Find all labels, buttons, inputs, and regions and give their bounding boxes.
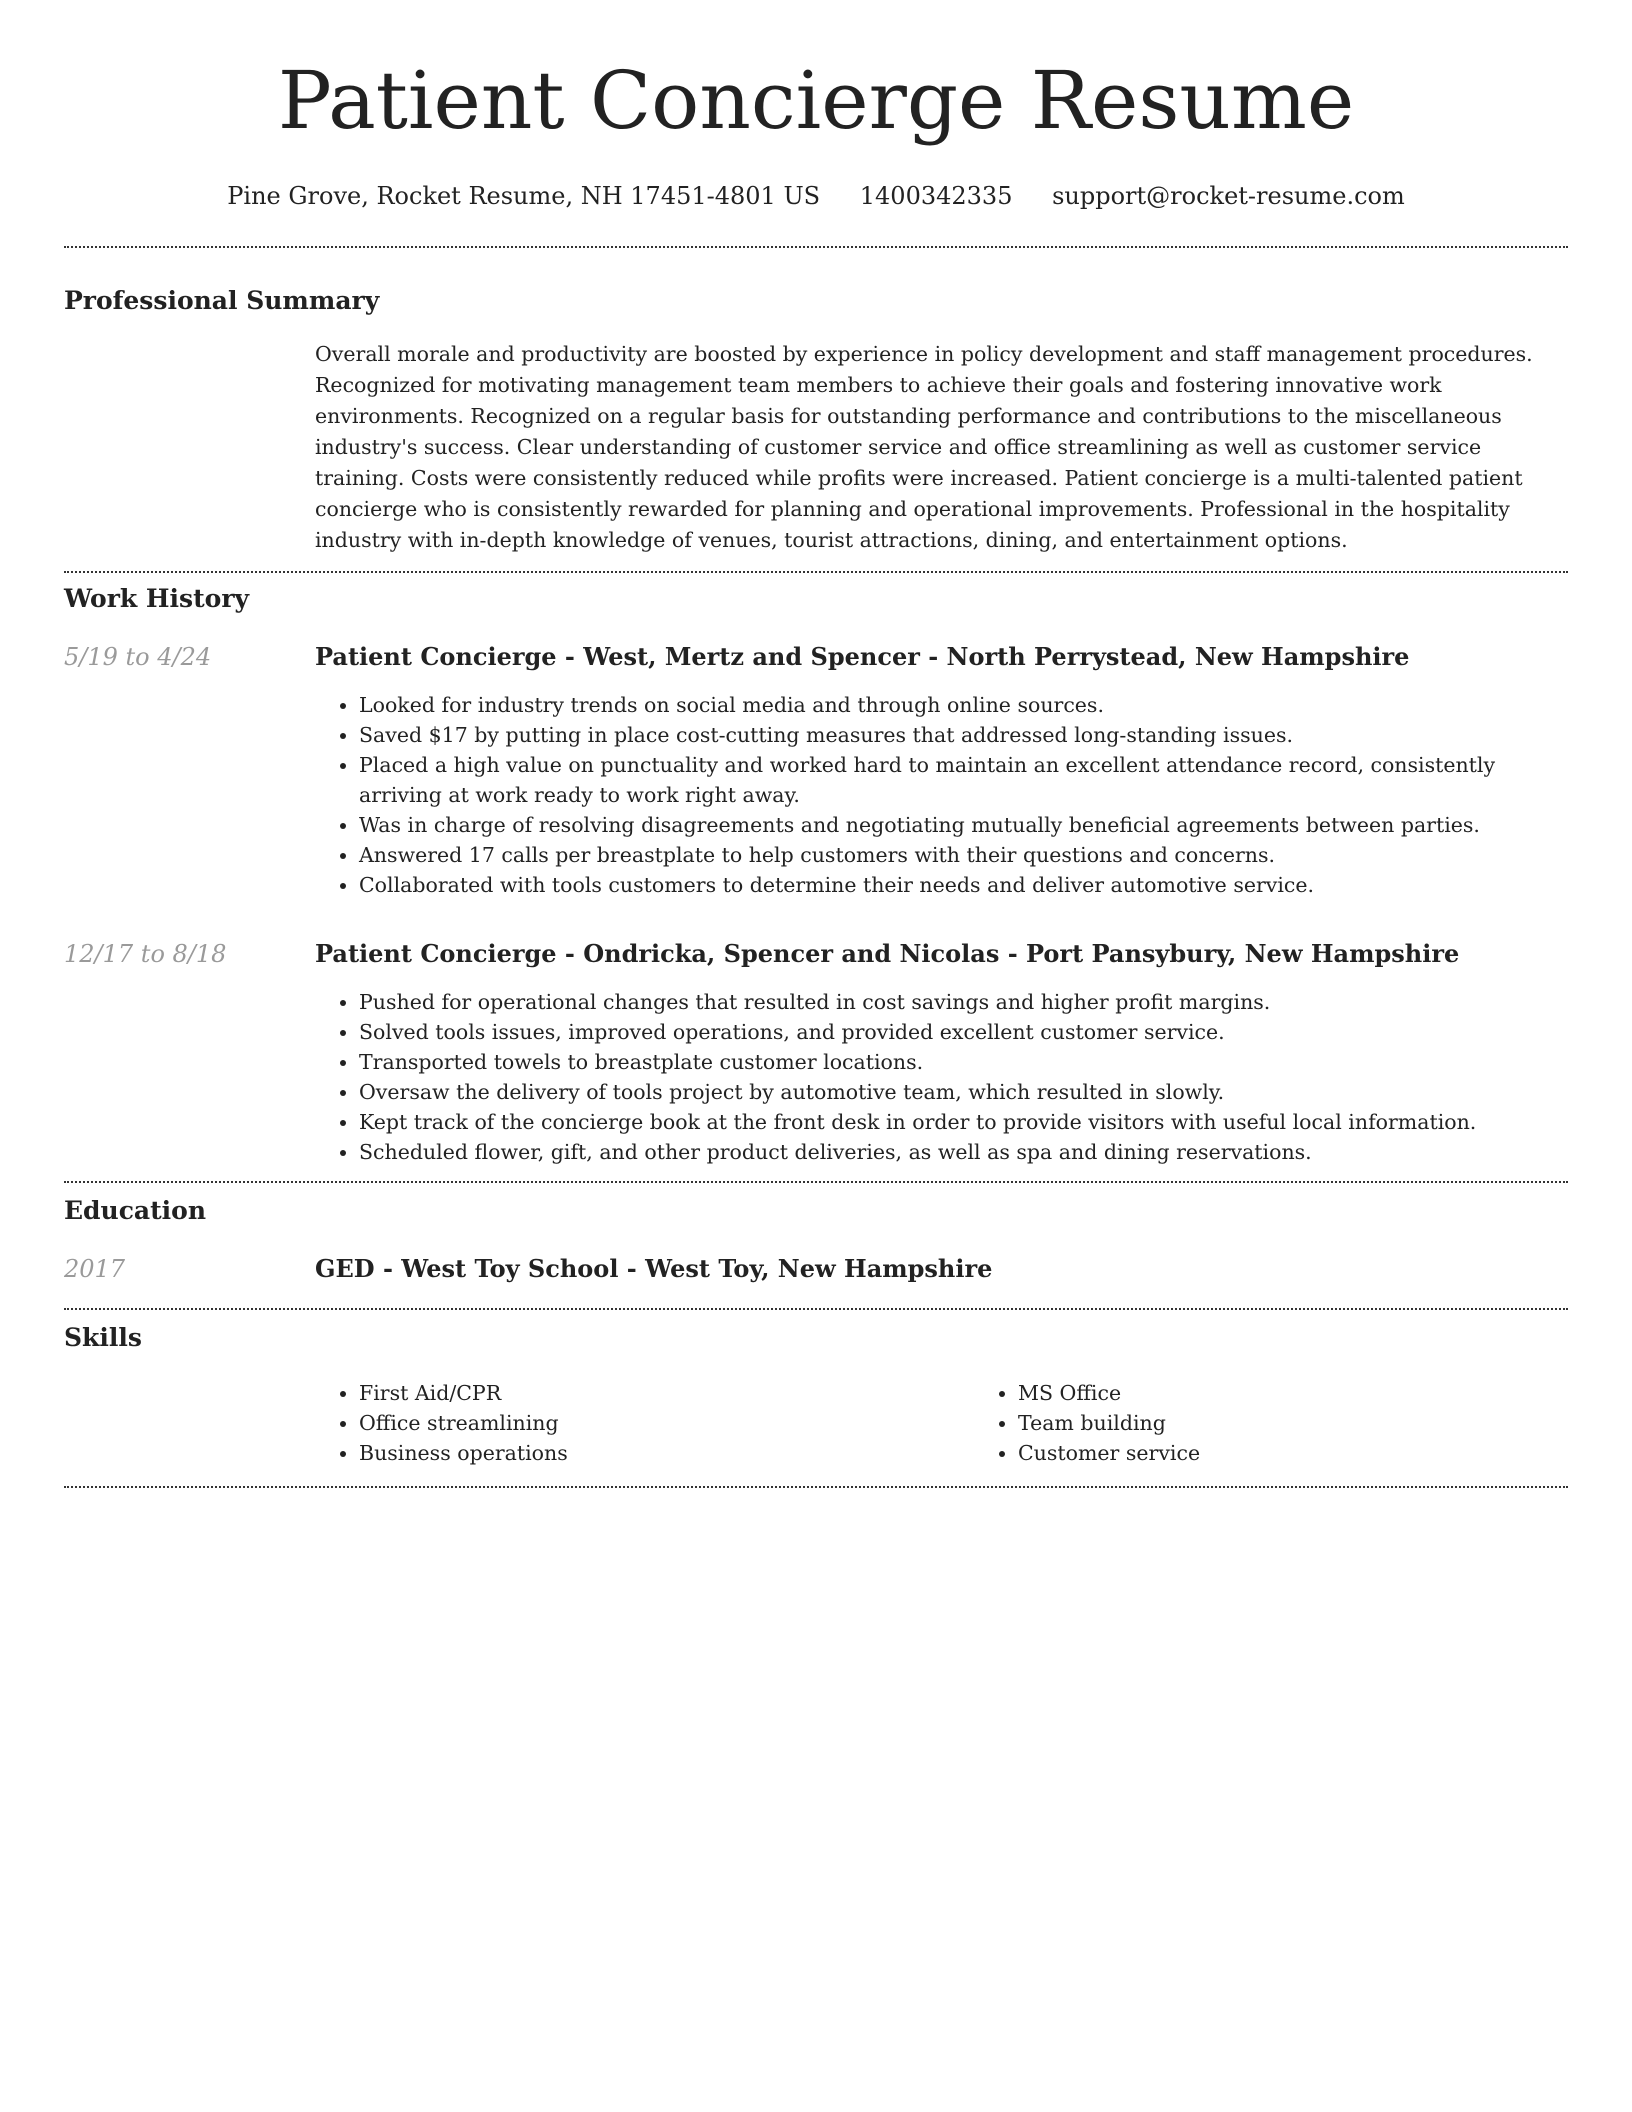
skill-item: • MS Office xyxy=(1018,1378,1632,1408)
job-dates: 5/19 to 4/24 xyxy=(64,643,212,671)
skill-item: • Office streamlining xyxy=(359,1408,974,1438)
job-bullet: • Oversaw the delivery of tools project by automotive team, which resulted in slowly. xyxy=(359,1077,1568,1107)
job-title: Patient Concierge - Ondricka, Spencer and Nicolas - Port Pansybury, New Hampshire xyxy=(315,939,1460,968)
job-bullet: • Looked for industry trends on social media and through online sources. xyxy=(359,690,1568,720)
job-bullet: • Kept track of the concierge book at the front desk in order to provide visitors with useful local information. xyxy=(359,1107,1568,1137)
contact-email: support@rocket-resume.com xyxy=(1052,182,1405,210)
skills-row xyxy=(64,1378,1568,1468)
skill-item: • Customer service xyxy=(1018,1438,1632,1468)
summary-text: Overall morale and productivity are boosted by experience in policy development and staff management procedures. Recognized for motivating management team members to achieve their goals and fostering innovative work environments. Recognized on a regular basis for outstanding performance and contributions to the miscellaneous industry's success. Clear understanding of customer service and office streamlining as well as customer service training. Costs were consistently reduced while profits were increased. Patient concierge is a multi-talented patient concierge who is consistently rewarded for planning and operational improvements. Professional in the hospitality industry with in-depth knowledge of venues, tourist attractions, dining, and entertainment options. xyxy=(315,342,1533,552)
job-bullet: • Was in charge of resolving disagreements and negotiating mutually beneficial agreements between parties. xyxy=(359,810,1568,840)
section-skills xyxy=(64,1310,1568,1468)
education-entry xyxy=(64,1253,1568,1285)
job-bullets xyxy=(315,690,1568,900)
skill-item: • Team building xyxy=(1018,1408,1632,1438)
education-text: GED - West Toy School - West Toy, New Hampshire xyxy=(315,1254,993,1283)
divider-skills xyxy=(64,1486,1568,1488)
job-bullet: • Saved $17 by putting in place cost-cutting measures that addressed long-standing issues. xyxy=(359,720,1568,750)
resume-title: Patient Concierge Resume xyxy=(277,54,1355,147)
section-education xyxy=(64,1183,1568,1285)
education-year: 2017 xyxy=(64,1255,126,1283)
summary-row xyxy=(64,339,1568,556)
skills-grid xyxy=(315,1378,1568,1468)
education-content xyxy=(315,1253,1568,1285)
section-heading-summary: Professional Summary xyxy=(64,286,380,315)
contact-address: Pine Grove, Rocket Resume, NH 17451-4801 US xyxy=(227,182,821,210)
contact-line xyxy=(64,180,1568,212)
resume-page xyxy=(64,0,1568,1488)
skills-list-left xyxy=(315,1378,974,1468)
skill-item: • First Aid/CPR xyxy=(359,1378,974,1408)
section-heading-education: Education xyxy=(64,1196,207,1225)
section-heading-work: Work History xyxy=(64,584,250,613)
job-title: Patient Concierge - West, Mertz and Spencer - North Perrystead, New Hampshire xyxy=(315,642,1410,671)
job-bullet: • Scheduled flower, gift, and other product deliveries, as well as spa and dining reservations. xyxy=(359,1137,1568,1167)
job-bullet: • Answered 17 calls per breastplate to help customers with their questions and concerns. xyxy=(359,840,1568,870)
job-content xyxy=(315,641,1568,900)
skills-list-right xyxy=(974,1378,1632,1468)
contact-phone: 1400342335 xyxy=(859,182,1013,210)
job-bullets xyxy=(315,987,1568,1167)
job-content xyxy=(315,938,1568,1167)
job-entry xyxy=(64,938,1568,1167)
summary-content xyxy=(315,339,1568,556)
job-bullet: • Placed a high value on punctuality and worked hard to maintain an excellent attendance record, consistently arriving at work ready to work right away. xyxy=(359,750,1568,810)
job-entry xyxy=(64,641,1568,900)
job-bullet: • Solved tools issues, improved operations, and provided excellent customer service. xyxy=(359,1017,1568,1047)
job-bullet: • Collaborated with tools customers to determine their needs and deliver automotive service. xyxy=(359,870,1568,900)
skill-item: • Business operations xyxy=(359,1438,974,1468)
job-bullet: • Pushed for operational changes that resulted in cost savings and higher profit margins. xyxy=(359,987,1568,1017)
section-heading-skills: Skills xyxy=(64,1323,142,1352)
job-bullet: • Transported towels to breastplate customer locations. xyxy=(359,1047,1568,1077)
section-work-history xyxy=(64,573,1568,1167)
section-summary xyxy=(64,248,1568,556)
job-dates: 12/17 to 8/18 xyxy=(64,940,227,968)
